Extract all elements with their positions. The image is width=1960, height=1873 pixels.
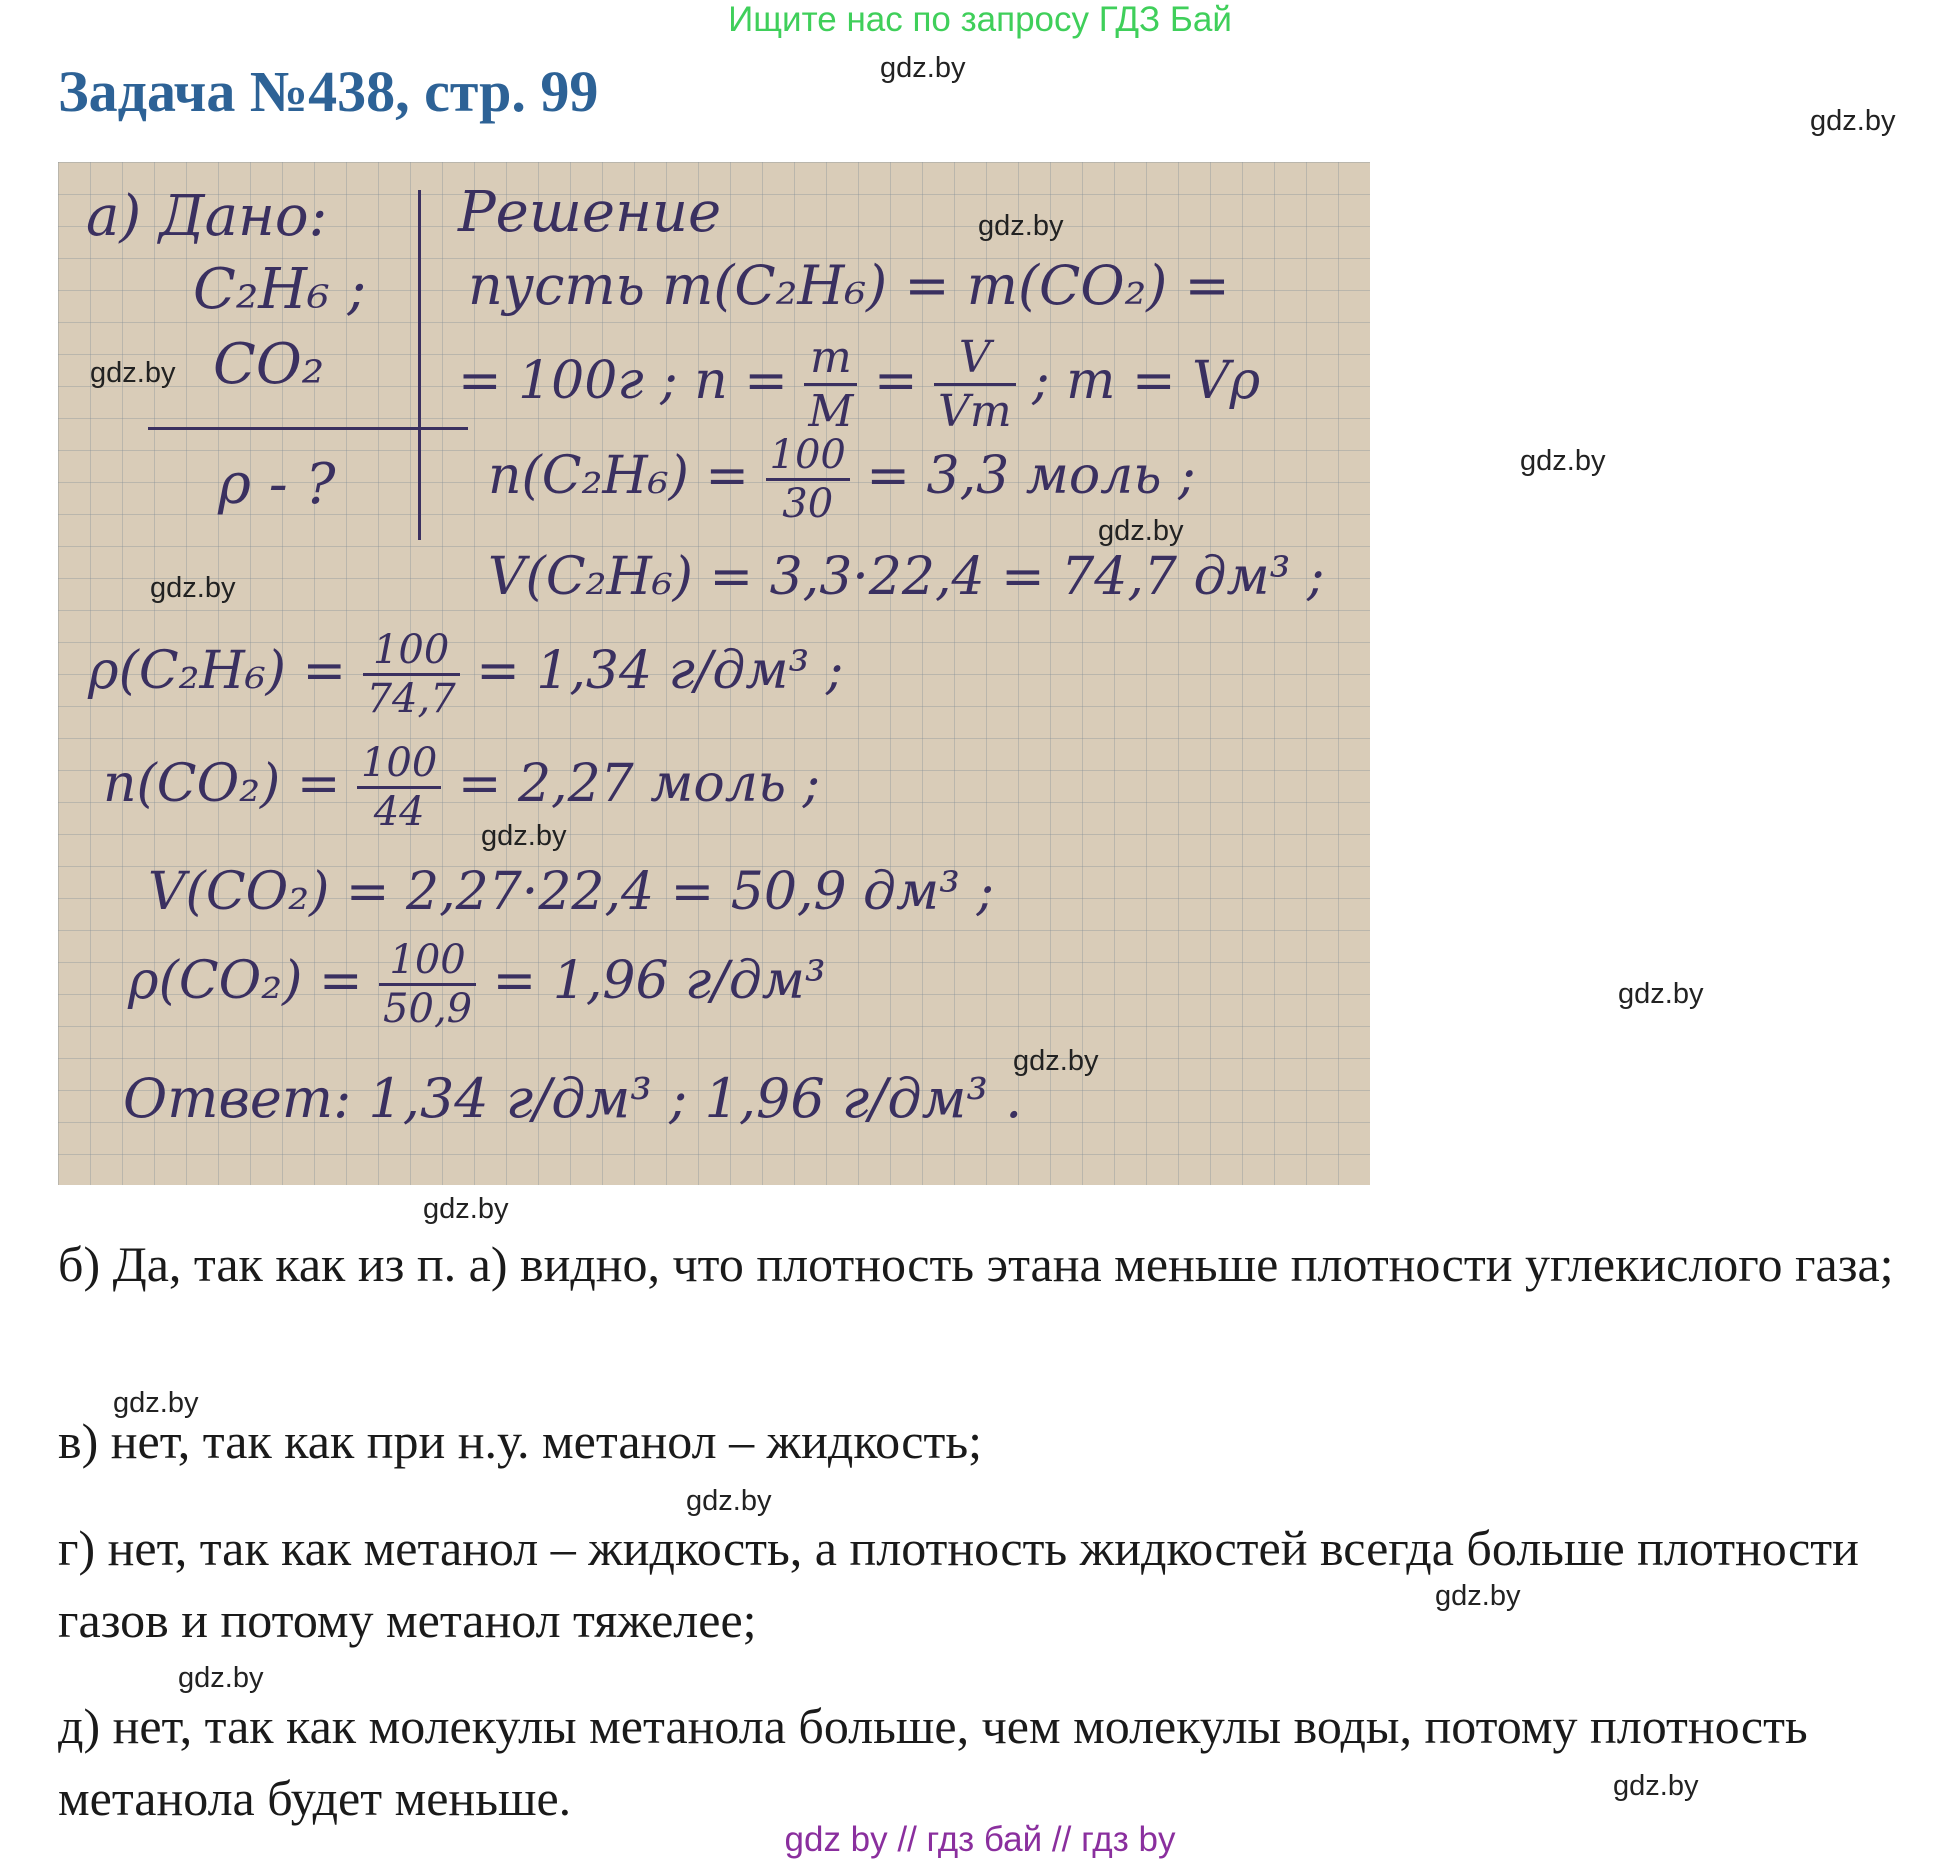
line3-start: n(C₂H₆) = <box>488 446 749 506</box>
answer-g: г) нет, так как метанол – жидкость, а плотность жидкостей всегда больше плотности газов и потому метанол тяжелее; <box>58 1520 1859 1648</box>
fraction-denominator: 44 <box>373 789 425 835</box>
fraction-numerator: 100 <box>363 627 460 676</box>
page-title: Задача №438, стр. 99 <box>58 59 599 124</box>
watermark: gdz.by <box>481 820 567 852</box>
watermark: gdz.by <box>978 210 1064 242</box>
footer-links: gdz by // гдз бай // гдз by <box>784 1820 1176 1859</box>
watermark: gdz.by <box>1618 978 1704 1010</box>
fraction-numerator: 100 <box>357 740 441 789</box>
answer-b: б) Да, так как из п. а) видно, что плотность этана меньше плотности углекислого газа; <box>58 1236 1894 1292</box>
given-co2: CO₂ <box>213 332 325 397</box>
search-banner: Ищите нас по запросу ГДЗ Бай <box>728 0 1232 39</box>
fraction-denominator: M <box>808 386 854 437</box>
watermark: gdz.by <box>880 52 966 84</box>
given-divider <box>418 190 421 540</box>
line8-start: ρ(CO₂) = <box>128 951 363 1011</box>
given-label: а) Дано: <box>86 184 328 249</box>
find-label: ρ - ? <box>218 452 336 517</box>
solution-line-3 <box>488 432 1196 527</box>
solution-label: Решение <box>458 180 722 245</box>
solution-line-6 <box>103 740 820 835</box>
line8-end: = 1,96 г/дм³ <box>492 951 826 1011</box>
solution-line-8 <box>128 937 826 1032</box>
fraction-numerator: V <box>934 332 1016 386</box>
watermark: gdz.by <box>1013 1045 1099 1077</box>
watermark: gdz.by <box>686 1485 772 1517</box>
fraction-denominator: 30 <box>782 481 834 527</box>
solution-photo <box>58 162 1370 1185</box>
watermark: gdz.by <box>1098 515 1184 547</box>
line3-end: = 3,3 моль ; <box>866 446 1196 506</box>
fraction-m-over-M <box>804 332 857 437</box>
line6-start: n(CO₂) = <box>103 754 341 814</box>
fraction-100-over-44 <box>357 740 441 835</box>
given-ethane: C₂H₆ ; <box>193 257 367 322</box>
fraction-denominator: 50,9 <box>383 986 473 1032</box>
watermark: gdz.by <box>1435 1580 1521 1612</box>
watermark: gdz.by <box>423 1193 509 1225</box>
fraction-denominator: 74,7 <box>366 676 456 722</box>
line5-end: = 1,34 г/дм³ ; <box>476 641 844 701</box>
fraction-numerator: 100 <box>766 432 850 481</box>
fraction-denominator: Vm <box>938 386 1012 437</box>
line2-end: ; m = Vρ <box>1032 351 1261 411</box>
solution-line-1: пусть m(C₂H₆) = m(CO₂) = <box>468 254 1230 317</box>
equals-sign: = <box>873 351 918 411</box>
watermark: gdz.by <box>1810 105 1896 137</box>
fraction-numerator: 100 <box>379 937 476 986</box>
watermark: gdz.by <box>1613 1770 1699 1802</box>
line2-start: = 100г ; n = <box>458 351 788 411</box>
solution-line-5 <box>88 627 843 722</box>
watermark: gdz.by <box>178 1662 264 1694</box>
solution-line-7: V(CO₂) = 2,27·22,4 = 50,9 дм³ ; <box>148 862 995 922</box>
watermark: gdz.by <box>113 1387 199 1419</box>
watermark: gdz.by <box>150 572 236 604</box>
fraction-numerator: m <box>804 332 857 386</box>
answer-d: д) нет, так как молекулы метанола больше, чем молекулы воды, потому плотность метанола будет меньше. <box>58 1698 1808 1826</box>
fraction-100-over-74-7 <box>363 627 460 722</box>
fraction-100-over-30 <box>766 432 850 527</box>
handwritten-answer: Ответ: 1,34 г/дм³ ; 1,96 г/дм³ . <box>123 1067 1023 1130</box>
line5-start: ρ(C₂H₆) = <box>88 641 347 701</box>
watermark: gdz.by <box>1520 445 1606 477</box>
watermark: gdz.by <box>90 357 176 389</box>
line6-end: = 2,27 моль ; <box>457 754 821 814</box>
answer-v: в) нет, так как при н.у. метанол – жидкость; <box>58 1413 983 1469</box>
fraction-100-over-50-9 <box>379 937 476 1032</box>
fraction-v-over-vm <box>934 332 1016 437</box>
solution-line-2 <box>458 332 1260 437</box>
solution-line-4: V(C₂H₆) = 3,3·22,4 = 74,7 дм³ ; <box>488 547 1325 607</box>
